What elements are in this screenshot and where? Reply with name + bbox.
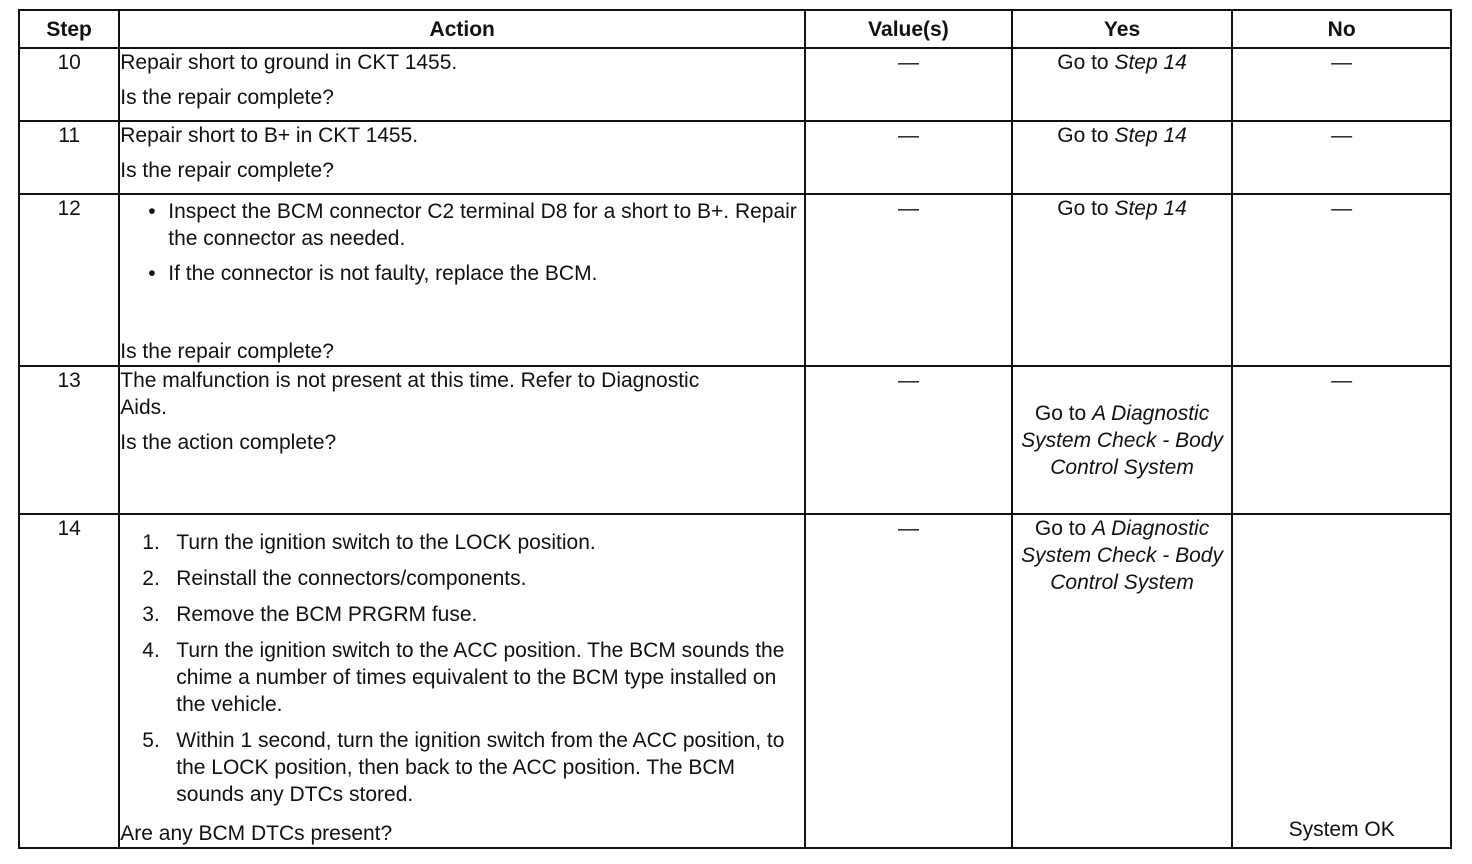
yes-cell (1012, 121, 1233, 194)
yes-cell (1012, 194, 1233, 366)
yes-cell (1012, 514, 1233, 848)
action-text: The malfunction is not present at this time. Refer to Diagnostic Aids. (120, 369, 700, 419)
action-cell (119, 121, 805, 194)
yes-prefix: Go to (1057, 124, 1115, 147)
value-cell: — (805, 48, 1012, 121)
diagnostic-table (18, 9, 1452, 849)
list-item: 5. Within 1 second, turn the ignition switch from the ACC position, to the LOCK position, then back to the ACC position. The BCM sounds any DTCs stored. (142, 729, 785, 806)
step-number: 10 (19, 48, 119, 121)
value-cell: — (805, 194, 1012, 366)
action-question: Is the repair complete? (120, 340, 334, 363)
no-cell: — (1232, 48, 1451, 121)
action-question: Is the repair complete? (120, 86, 334, 109)
list-item: 1. Turn the ignition switch to the LOCK position. (142, 531, 596, 554)
table-row (19, 514, 1451, 848)
header-action: Action (119, 10, 805, 48)
yes-cell (1012, 366, 1233, 514)
yes-prefix: Go to (1034, 401, 1093, 425)
yes-step-link: A Diagnostic System Check - Body Control System (1021, 401, 1223, 479)
no-cell: — (1232, 121, 1451, 194)
header-no: No (1232, 10, 1451, 48)
action-cell (119, 366, 805, 514)
list-item: 2. Reinstall the connectors/components. (142, 567, 527, 590)
action-text: Repair short to ground in CKT 1455. (120, 51, 458, 74)
action-steps (120, 529, 804, 817)
step-number: 12 (19, 194, 119, 366)
yes-step-link: Step 14 (1114, 197, 1187, 220)
header-step: Step (19, 10, 119, 48)
step-number: 11 (19, 121, 119, 194)
step-number: 14 (19, 514, 119, 848)
yes-prefix: Go to (1034, 517, 1093, 540)
list-item: • If the connector is not faulty, replace the BCM. (168, 260, 804, 287)
yes-step-link: Step 14 (1114, 124, 1187, 147)
action-question: Are any BCM DTCs present? (120, 822, 393, 845)
action-bullets (120, 198, 804, 295)
yes-prefix: Go to (1057, 51, 1115, 74)
value-cell: — (805, 514, 1012, 848)
header-yes: Yes (1012, 10, 1233, 48)
no-cell: — (1232, 366, 1451, 514)
table-row (19, 366, 1451, 514)
yes-cell (1012, 48, 1233, 121)
step-number: 13 (19, 366, 119, 514)
action-question: Is the action complete? (120, 431, 337, 454)
action-cell (119, 194, 805, 366)
header-row (19, 10, 1451, 48)
header-values: Value(s) (805, 10, 1012, 48)
no-cell: System OK (1232, 514, 1451, 848)
list-item: 3. Remove the BCM PRGRM fuse. (142, 603, 478, 626)
value-cell: — (805, 366, 1012, 514)
action-cell (119, 514, 805, 848)
action-question: Is the repair complete? (120, 159, 334, 182)
table-row (19, 48, 1451, 121)
action-text: Repair short to B+ in CKT 1455. (120, 124, 419, 147)
value-cell: — (805, 121, 1012, 194)
action-cell (119, 48, 805, 121)
yes-step-link: Step 14 (1114, 51, 1187, 74)
list-item: • Inspect the BCM connector C2 terminal D8 for a short to B+. Repair the connector as needed. (168, 198, 804, 252)
yes-prefix: Go to (1057, 197, 1115, 220)
list-item: 4. Turn the ignition switch to the ACC position. The BCM sounds the chime a number of times equivalent to the BCM type installed on the vehicle. (142, 639, 785, 716)
yes-step-link: A Diagnostic System Check - Body Control System (1021, 517, 1223, 594)
no-cell: — (1232, 194, 1451, 366)
table-row (19, 121, 1451, 194)
table-row (19, 194, 1451, 366)
